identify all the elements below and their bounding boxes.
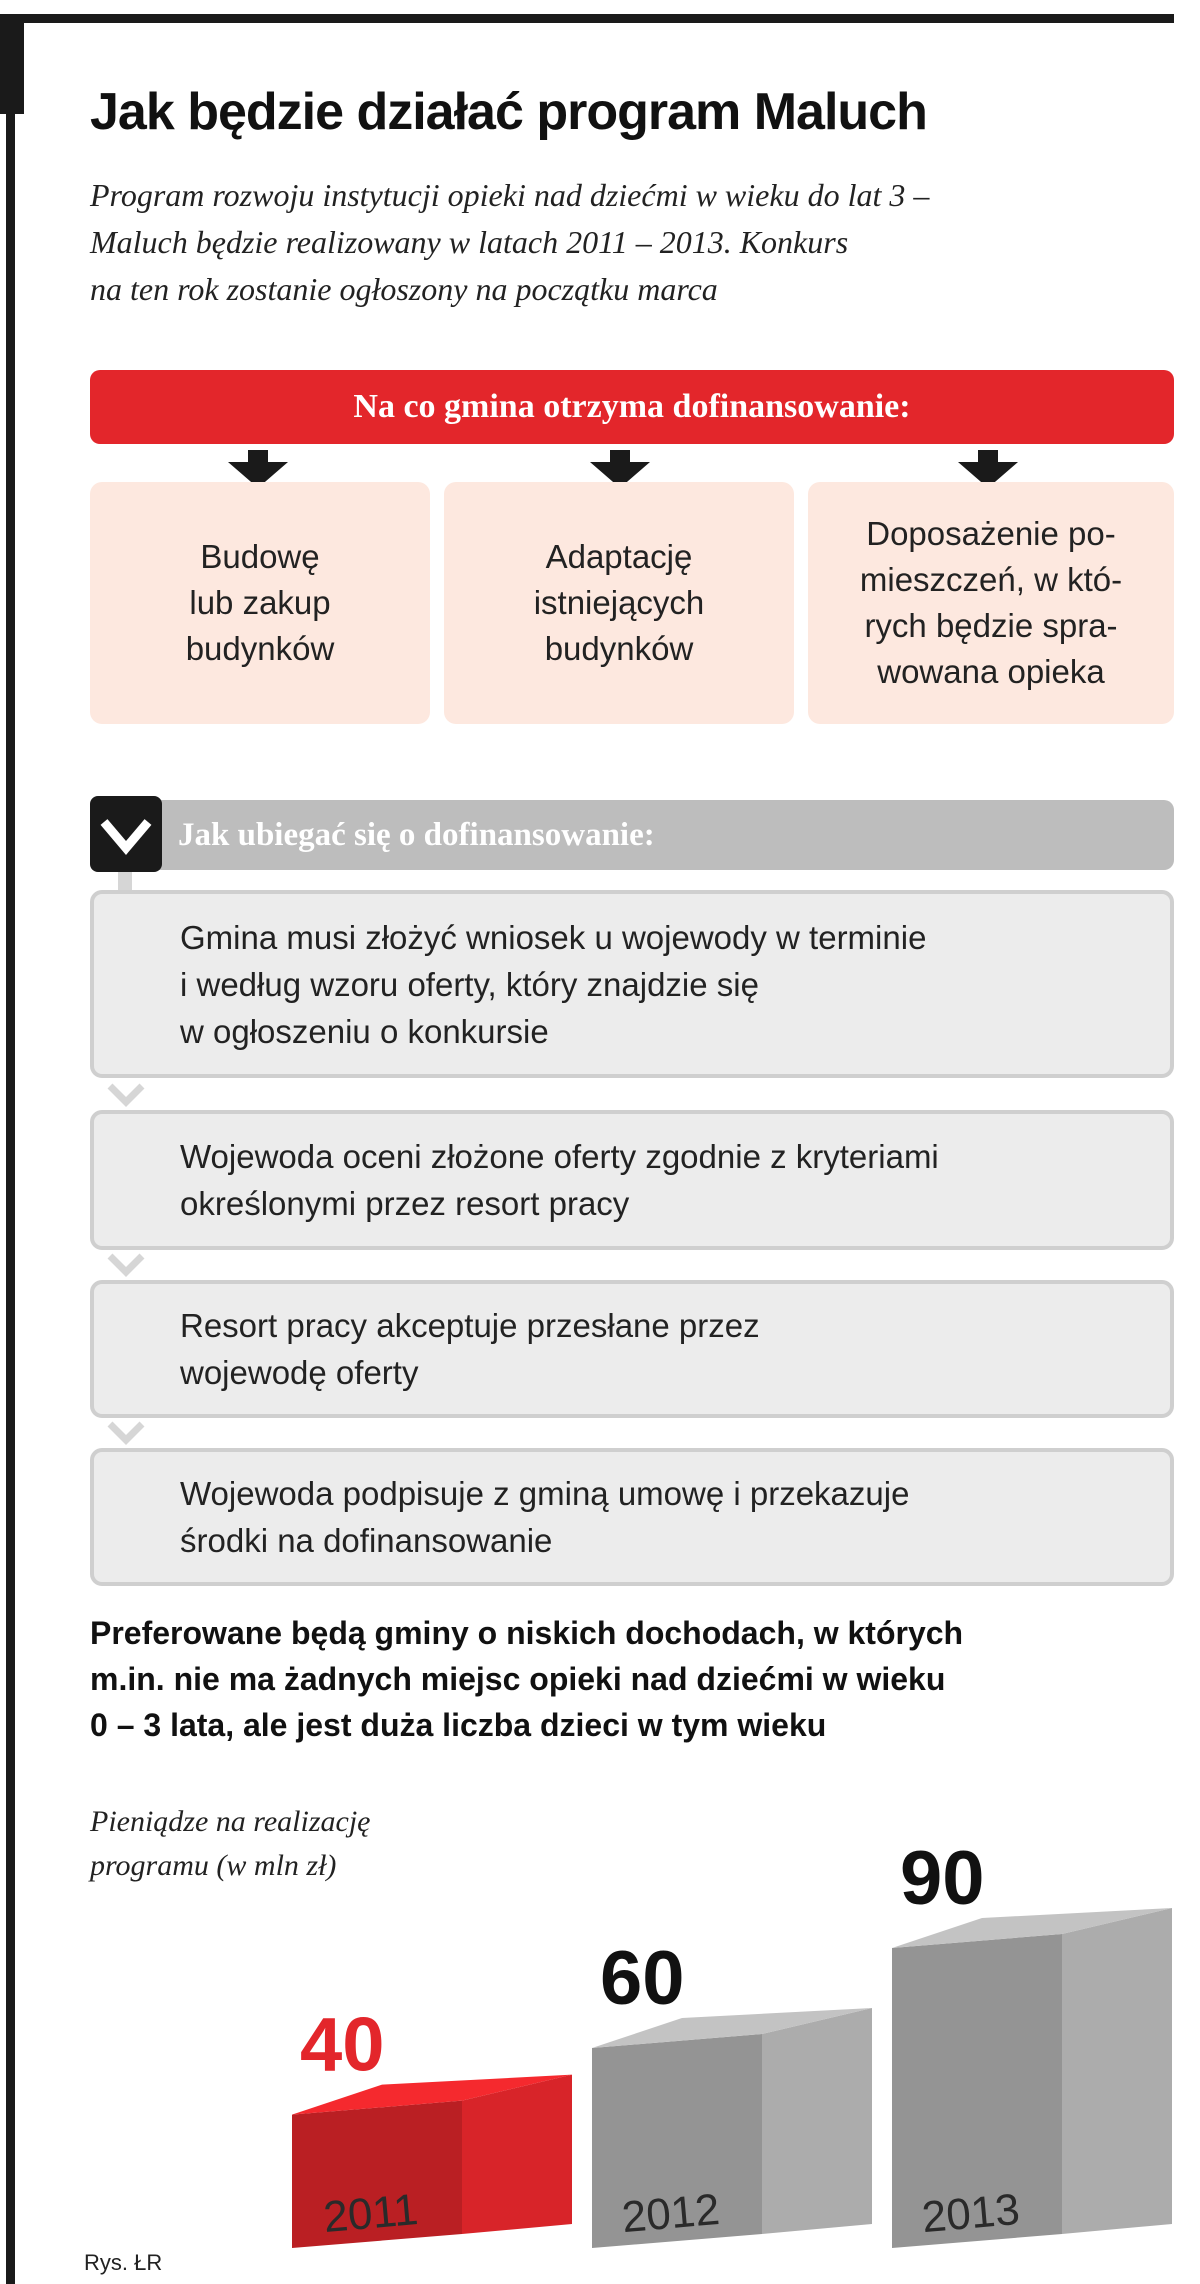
page-title: Jak będzie działać program Maluch bbox=[90, 83, 927, 141]
subtitle bbox=[90, 172, 1150, 313]
funding-header: Na co gmina otrzyma dofinansowanie: bbox=[90, 370, 1174, 444]
chevron-down-icon bbox=[104, 1082, 148, 1108]
funding-item-line: Doposażenie po- bbox=[866, 515, 1116, 552]
step-box-4 bbox=[90, 1448, 1174, 1586]
bar-side-2013 bbox=[1062, 1908, 1172, 2234]
bar-side-2012 bbox=[762, 2008, 872, 2234]
bar-side-2011 bbox=[462, 2075, 572, 2234]
funding-item-line: rych będzie spra- bbox=[864, 607, 1118, 644]
funding-item-line: lub zakup bbox=[189, 584, 331, 621]
subtitle-line: Maluch będzie realizowany w latach 2011 – 2013. Konkurs bbox=[90, 224, 849, 260]
funding-item-adaptation bbox=[444, 482, 794, 724]
note-line: m.in. nie ma żadnych miejsc opieki nad dziećmi w wieku bbox=[90, 1661, 946, 1697]
chevron-down-icon bbox=[90, 796, 162, 872]
note-line: 0 – 3 lata, ale jest duża liczba dzieci w tym wieku bbox=[90, 1707, 827, 1743]
funding-item-line: istniejących bbox=[533, 584, 705, 621]
subtitle-line: na ten rok zostanie ogłoszony na początku marca bbox=[90, 271, 718, 307]
funding-item-building bbox=[90, 482, 430, 724]
subtitle-line: Program rozwoju instytucji opieki nad dziećmi w wieku do lat 3 – bbox=[90, 177, 930, 213]
step-line: środki na dofinansowanie bbox=[180, 1522, 553, 1559]
funding-item-equipment bbox=[808, 482, 1174, 724]
frame-top-rule bbox=[0, 14, 1174, 23]
bar-category-label: 2013 bbox=[919, 2184, 1022, 2243]
funding-item-line: wowana opieka bbox=[877, 653, 1105, 690]
step-line: Wojewoda oceni złożone oferty zgodnie z kryteriami bbox=[180, 1138, 939, 1175]
funding-item-line: mieszczeń, w któ- bbox=[859, 561, 1123, 598]
chevron-down-icon bbox=[104, 1252, 148, 1278]
bar-category-label: 2011 bbox=[321, 2185, 421, 2243]
chart-title-line: Pieniądze na realizację bbox=[90, 1805, 371, 1838]
credit: Rys. ŁR bbox=[84, 2250, 163, 2275]
step-box-1 bbox=[90, 890, 1174, 1078]
step-box-2 bbox=[90, 1110, 1174, 1250]
step-line: Gmina musi złożyć wniosek u wojewody w terminie bbox=[180, 918, 927, 956]
step-line: Resort pracy akceptuje przesłane przez bbox=[180, 1307, 760, 1344]
funding-chart bbox=[0, 1700, 1200, 2284]
check-icon bbox=[90, 796, 162, 872]
chevron-down-icon bbox=[104, 1420, 148, 1446]
bar-value-label: 60 bbox=[600, 1936, 685, 2021]
steps-header: Jak ubiegać się o dofinansowanie: bbox=[150, 800, 1174, 870]
step-line: w ogłoszeniu o konkursie bbox=[180, 1012, 549, 1050]
funding-item-line: Adaptację bbox=[545, 538, 693, 575]
funding-item-line: budynków bbox=[185, 630, 335, 667]
bar-category-label: 2012 bbox=[619, 2184, 722, 2243]
chart-title bbox=[90, 1800, 371, 1888]
step-line: Wojewoda podpisuje z gminą umowę i przekazuje bbox=[180, 1475, 910, 1512]
funding-item-line: budynków bbox=[544, 630, 694, 667]
step-box-3 bbox=[90, 1280, 1174, 1418]
bar-value-label: 40 bbox=[300, 2002, 385, 2088]
step-line: wojewodę oferty bbox=[180, 1354, 419, 1391]
step-line: określonymi przez resort pracy bbox=[180, 1185, 630, 1222]
note-line: Preferowane będą gminy o niskich dochodach, w których bbox=[90, 1615, 964, 1651]
funding-item-line: Budowę bbox=[200, 538, 320, 575]
step-line: i według wzoru oferty, który znajdzie się bbox=[180, 965, 759, 1003]
chart-title-line: programu (w mln zł) bbox=[90, 1849, 337, 1882]
bar-value-label: 90 bbox=[900, 1836, 985, 1921]
